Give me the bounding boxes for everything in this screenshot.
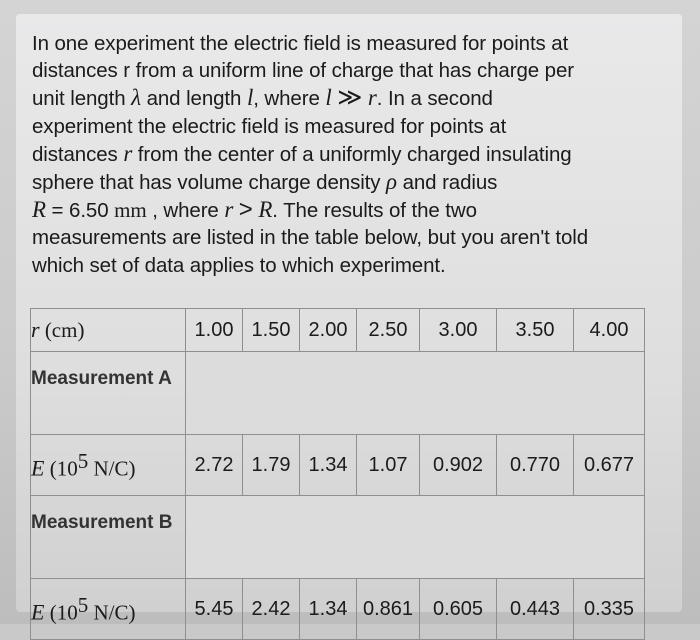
r-value: 1.00 [186, 309, 243, 352]
statement-text: In one experiment the electric field is measured for points at [32, 32, 569, 55]
statement-line [32, 224, 672, 251]
statement-text: distances [32, 142, 124, 166]
statement-text: and length [140, 87, 247, 111]
math-symbol: λ [131, 85, 141, 111]
statement-text: distances r from a uniform line of charge that has charge per [32, 59, 574, 83]
statement-text: . The results of the two [272, 199, 477, 223]
measurement-b-label: Measurement B [31, 496, 186, 579]
measurement-b-value: 2.42 [243, 579, 300, 640]
measurement-b-value: 0.861 [357, 579, 420, 640]
math-symbol: l [325, 85, 332, 111]
measurement-a-value: 1.07 [357, 435, 420, 496]
measurement-b-value: 0.443 [497, 579, 574, 640]
statement-text: = 6.50 [45, 199, 115, 223]
measurement-a-value: 0.677 [574, 435, 645, 496]
statement-line [32, 113, 672, 140]
blank-cell [186, 352, 645, 435]
statement-text: measurements are listed in the table below, but you aren't told [32, 226, 588, 250]
statement-line [32, 30, 672, 57]
r-value: 2.00 [300, 309, 357, 352]
measurement-b-header-row [31, 496, 645, 579]
problem-statement [32, 30, 672, 279]
measurement-b-value: 0.335 [574, 579, 645, 640]
statement-text: , where [146, 199, 225, 223]
r-value: 3.00 [420, 309, 497, 352]
measurement-b-value: 5.45 [186, 579, 243, 640]
relation-symbol: ≫ [337, 84, 363, 112]
math-symbol: ρ [386, 169, 397, 195]
e-row-label: E ($10^5$ N/C) [31, 435, 186, 496]
measurement-a-row [31, 435, 645, 496]
r-value: 2.50 [357, 309, 420, 352]
blank-cell [186, 496, 645, 579]
r-value: 1.50 [243, 309, 300, 352]
measurement-a-header-row [31, 352, 645, 435]
r-row-label: r (cm) [31, 309, 186, 352]
statement-line [32, 252, 672, 279]
measurement-a-value: 2.72 [186, 435, 243, 496]
e-row-label: E ($10^5$ N/C) [31, 579, 186, 640]
math-symbol: r [224, 197, 234, 223]
measurement-a-value: 0.770 [497, 435, 574, 496]
statement-line [32, 57, 672, 84]
statement-text: and radius [396, 171, 498, 195]
measurement-a-label: Measurement A [31, 352, 186, 435]
measurement-b-value: 1.34 [300, 579, 357, 640]
unit-symbol: mm [114, 198, 147, 223]
statement-text: unit length [32, 87, 132, 111]
statement-line [32, 196, 672, 224]
r-value: 4.00 [574, 309, 645, 352]
math-symbol: l [246, 85, 254, 111]
statement-line [32, 140, 672, 168]
statement-text: from the center of a uniformly charged insulating [132, 142, 572, 166]
r-row [31, 309, 645, 352]
math-symbol: R [32, 197, 46, 223]
statement-text: experiment the electric field is measured for points at [32, 114, 507, 138]
statement-line [32, 84, 672, 112]
statement-text: . In a second [376, 87, 493, 111]
statement-text: , where [253, 87, 326, 111]
math-symbol: r [367, 85, 377, 111]
measurement-b-value: 0.605 [420, 579, 497, 640]
math-symbol: R [258, 197, 273, 223]
math-symbol: r [123, 140, 133, 166]
statement-text: sphere that has volume charge density [32, 171, 387, 195]
r-value: 3.50 [497, 309, 574, 352]
measurement-a-value: 1.34 [300, 435, 357, 496]
measurement-b-row [31, 579, 645, 640]
statement-text: which set of data applies to which experiment. [32, 253, 446, 277]
measurement-a-value: 1.79 [243, 435, 300, 496]
measurement-table [30, 308, 645, 640]
measurement-a-value: 0.902 [420, 435, 497, 496]
relation-symbol: > [238, 196, 253, 224]
statement-line [32, 168, 672, 196]
